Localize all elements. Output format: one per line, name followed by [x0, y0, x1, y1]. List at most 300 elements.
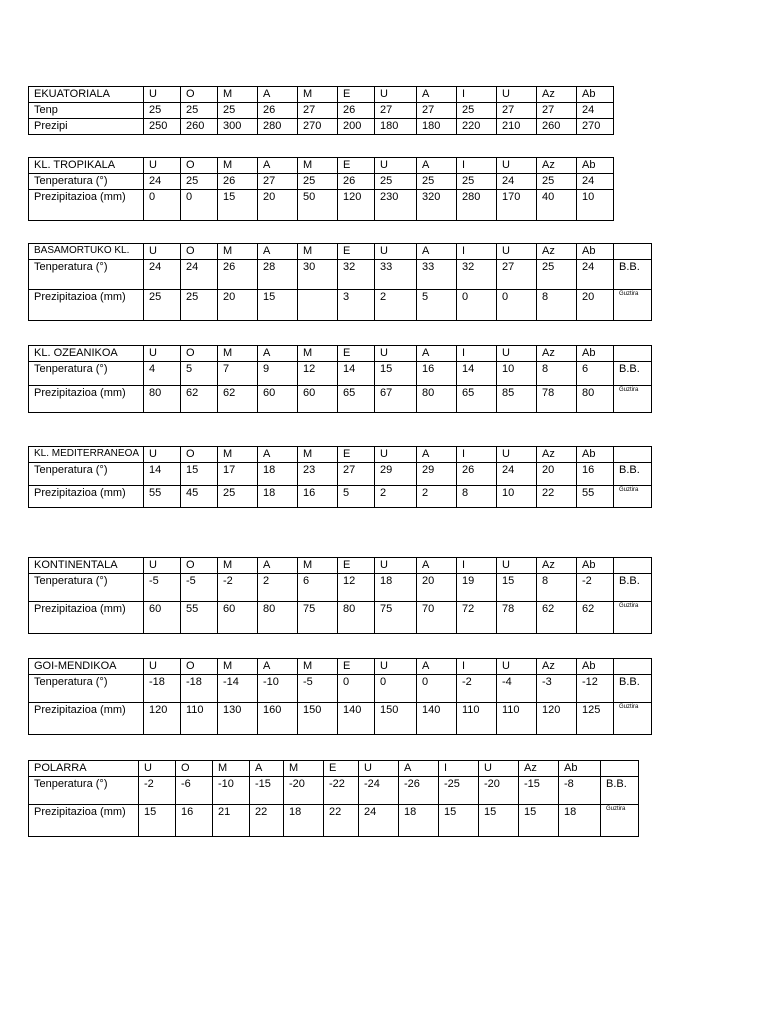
data-cell: 140 — [417, 703, 457, 735]
data-cell: 80 — [258, 602, 298, 634]
data-cell: 300 — [218, 119, 258, 135]
data-cell: 10 — [497, 486, 537, 508]
data-cell: 200 — [338, 119, 375, 135]
row-label: Tenperatura (°) — [29, 777, 139, 805]
data-cell: 15 — [439, 805, 479, 837]
month-header: O — [181, 659, 218, 675]
climate-table — [28, 86, 614, 135]
annual-total-cell — [614, 290, 652, 321]
data-cell: 15 — [181, 463, 218, 486]
table-header-row — [29, 659, 652, 675]
extra-header-cell — [614, 447, 652, 463]
data-cell: 20 — [218, 290, 258, 321]
row-label: Prezipi — [29, 119, 144, 135]
data-cell: 25 — [181, 290, 218, 321]
data-cell: 17 — [218, 463, 258, 486]
data-cell: 20 — [417, 574, 457, 602]
data-cell: 18 — [559, 805, 601, 837]
extra-header-cell — [601, 761, 639, 777]
data-cell: 22 — [324, 805, 359, 837]
table-row — [29, 574, 652, 602]
data-cell: 15 — [479, 805, 519, 837]
month-header: U — [375, 447, 417, 463]
month-header: Ab — [577, 87, 614, 103]
annual-average-label: B.B. — [619, 676, 640, 688]
data-cell: 28 — [258, 260, 298, 290]
month-header: A — [258, 158, 298, 174]
data-cell: 7 — [218, 362, 258, 386]
row-label: Tenperatura (°) — [29, 574, 144, 602]
data-cell: 16 — [577, 463, 614, 486]
table-row — [29, 675, 652, 703]
month-header: U — [497, 158, 537, 174]
data-cell: 25 — [457, 174, 497, 190]
data-cell: 25 — [181, 174, 218, 190]
month-header: U — [144, 659, 181, 675]
data-cell: 5 — [338, 486, 375, 508]
month-header: I — [457, 346, 497, 362]
data-cell: 26 — [338, 174, 375, 190]
data-cell: 24 — [359, 805, 399, 837]
data-cell: 55 — [577, 486, 614, 508]
data-cell: 24 — [144, 174, 181, 190]
data-cell: 2 — [375, 486, 417, 508]
annual-average-cell — [614, 675, 652, 703]
row-label: Prezipitazioa (mm) — [29, 190, 144, 221]
data-cell: 2 — [375, 290, 417, 321]
month-header: U — [497, 659, 537, 675]
month-header: Ab — [559, 761, 601, 777]
month-header: U — [144, 346, 181, 362]
month-header: A — [250, 761, 284, 777]
data-cell: 0 — [375, 675, 417, 703]
month-header: A — [258, 659, 298, 675]
data-cell: -6 — [176, 777, 213, 805]
data-cell: 110 — [497, 703, 537, 735]
data-cell: 27 — [258, 174, 298, 190]
month-header: U — [144, 558, 181, 574]
data-cell: 8 — [537, 574, 577, 602]
month-header: O — [181, 346, 218, 362]
data-cell: 60 — [298, 386, 338, 413]
month-header: I — [457, 87, 497, 103]
data-cell: 150 — [375, 703, 417, 735]
annual-average-label: B.B. — [606, 778, 627, 790]
data-cell: 14 — [457, 362, 497, 386]
data-cell: -2 — [218, 574, 258, 602]
data-cell: 24 — [577, 260, 614, 290]
data-cell: 25 — [218, 486, 258, 508]
month-header: U — [497, 244, 537, 260]
row-label: Tenp — [29, 103, 144, 119]
data-cell: 5 — [181, 362, 218, 386]
month-header: U — [375, 87, 417, 103]
data-cell: -10 — [258, 675, 298, 703]
data-cell: 18 — [258, 463, 298, 486]
data-cell: -2 — [457, 675, 497, 703]
data-cell: 26 — [218, 260, 258, 290]
month-header: Ab — [577, 244, 614, 260]
month-header: M — [218, 158, 258, 174]
data-cell: 65 — [338, 386, 375, 413]
month-header: A — [417, 158, 457, 174]
month-header: U — [144, 158, 181, 174]
table-row — [29, 362, 652, 386]
annual-total-cell — [614, 486, 652, 508]
data-cell: 26 — [258, 103, 298, 119]
table-header-row — [29, 244, 652, 260]
table-row — [29, 486, 652, 508]
month-header: I — [457, 558, 497, 574]
data-cell: 25 — [218, 103, 258, 119]
month-header: A — [258, 87, 298, 103]
month-header: A — [417, 558, 457, 574]
row-label: Prezipitazioa (mm) — [29, 602, 144, 634]
month-header: U — [375, 659, 417, 675]
data-cell: 55 — [181, 602, 218, 634]
month-header: U — [359, 761, 399, 777]
month-header: Az — [537, 558, 577, 574]
month-header: E — [338, 659, 375, 675]
data-cell: -26 — [399, 777, 439, 805]
data-cell: -18 — [144, 675, 181, 703]
table-title: KL. OZEANIKOA — [29, 346, 144, 362]
extra-header-cell — [614, 659, 652, 675]
data-cell: 15 — [258, 290, 298, 321]
month-header: A — [417, 346, 457, 362]
data-cell: 6 — [577, 362, 614, 386]
table-title: EKUATORIALA — [29, 87, 144, 103]
month-header: U — [375, 558, 417, 574]
data-cell: 27 — [375, 103, 417, 119]
month-header: M — [298, 244, 338, 260]
data-cell: 60 — [218, 602, 258, 634]
data-cell: 270 — [577, 119, 614, 135]
month-header: M — [218, 87, 258, 103]
data-cell: 3 — [338, 290, 375, 321]
month-header: Ab — [577, 659, 614, 675]
annual-average-cell — [614, 260, 652, 290]
month-header: Ab — [577, 558, 614, 574]
data-cell: 260 — [537, 119, 577, 135]
data-cell: 32 — [338, 260, 375, 290]
data-cell: 25 — [537, 174, 577, 190]
data-cell: 32 — [457, 260, 497, 290]
table-header-row — [29, 87, 614, 103]
data-cell: 15 — [497, 574, 537, 602]
data-cell: 24 — [577, 103, 614, 119]
annual-average-label: B.B. — [619, 575, 640, 587]
data-cell: 10 — [577, 190, 614, 221]
data-cell: -24 — [359, 777, 399, 805]
data-cell: -4 — [497, 675, 537, 703]
data-cell: 250 — [144, 119, 181, 135]
month-header: M — [298, 558, 338, 574]
annual-average-cell — [614, 362, 652, 386]
table-row — [29, 260, 652, 290]
data-cell: 23 — [298, 463, 338, 486]
month-header: U — [479, 761, 519, 777]
data-cell: 110 — [181, 703, 218, 735]
month-header: M — [218, 447, 258, 463]
data-cell: 30 — [298, 260, 338, 290]
annual-average-cell — [614, 463, 652, 486]
data-cell: 5 — [417, 290, 457, 321]
table-row — [29, 290, 652, 321]
month-header: E — [338, 558, 375, 574]
month-header: M — [298, 158, 338, 174]
month-header: U — [497, 346, 537, 362]
month-header: Ab — [577, 447, 614, 463]
table-title: GOI-MENDIKOA — [29, 659, 144, 675]
data-cell: -10 — [213, 777, 250, 805]
data-cell: 80 — [577, 386, 614, 413]
table-title: POLARRA — [29, 761, 139, 777]
annual-total-cell — [614, 703, 652, 735]
data-cell: 0 — [338, 675, 375, 703]
data-cell: 27 — [338, 463, 375, 486]
table-row — [29, 703, 652, 735]
data-cell: 280 — [258, 119, 298, 135]
table-row — [29, 190, 614, 221]
month-header: M — [298, 87, 338, 103]
month-header: E — [338, 158, 375, 174]
data-cell: 120 — [144, 703, 181, 735]
data-cell: 18 — [375, 574, 417, 602]
data-cell: 0 — [417, 675, 457, 703]
data-cell: 15 — [519, 805, 559, 837]
data-cell: 78 — [497, 602, 537, 634]
data-cell: 25 — [144, 290, 181, 321]
data-cell: 70 — [417, 602, 457, 634]
data-cell: -25 — [439, 777, 479, 805]
month-header: A — [258, 244, 298, 260]
data-cell: -5 — [144, 574, 181, 602]
table-title: KONTINENTALA — [29, 558, 144, 574]
month-header: A — [417, 447, 457, 463]
row-label: Tenperatura (°) — [29, 260, 144, 290]
data-cell: 210 — [497, 119, 537, 135]
data-cell: -2 — [139, 777, 176, 805]
month-header: Az — [537, 346, 577, 362]
month-header: E — [338, 244, 375, 260]
data-cell: 75 — [298, 602, 338, 634]
month-header: Az — [537, 158, 577, 174]
data-cell: 12 — [298, 362, 338, 386]
data-cell: 27 — [497, 260, 537, 290]
extra-header-cell — [614, 558, 652, 574]
month-header: U — [375, 346, 417, 362]
data-cell: 16 — [417, 362, 457, 386]
data-cell: 26 — [457, 463, 497, 486]
month-header: I — [457, 447, 497, 463]
month-header: M — [213, 761, 250, 777]
data-cell: 140 — [338, 703, 375, 735]
annual-average-label: B.B. — [619, 363, 640, 375]
data-cell: 0 — [181, 190, 218, 221]
data-cell: 62 — [181, 386, 218, 413]
data-cell: 62 — [537, 602, 577, 634]
data-cell: -20 — [284, 777, 324, 805]
table-title: KL. TROPIKALA — [29, 158, 144, 174]
climate-table — [28, 243, 652, 321]
data-cell: 24 — [497, 463, 537, 486]
data-cell: -18 — [181, 675, 218, 703]
data-cell: 80 — [338, 602, 375, 634]
data-cell: -22 — [324, 777, 359, 805]
data-cell: 320 — [417, 190, 457, 221]
month-header: O — [181, 158, 218, 174]
data-cell: 20 — [258, 190, 298, 221]
month-header: U — [144, 87, 181, 103]
table-title: KL. MEDITERRANEOA — [29, 447, 144, 463]
data-cell: 75 — [375, 602, 417, 634]
month-header: Az — [537, 659, 577, 675]
data-cell: 125 — [577, 703, 614, 735]
data-cell: -12 — [577, 675, 614, 703]
month-header: Az — [537, 87, 577, 103]
month-header: E — [338, 447, 375, 463]
data-cell: -3 — [537, 675, 577, 703]
month-header: M — [218, 244, 258, 260]
month-header: Az — [537, 244, 577, 260]
climate-table — [28, 446, 652, 508]
data-cell: -15 — [519, 777, 559, 805]
month-header: O — [181, 447, 218, 463]
month-header: A — [399, 761, 439, 777]
data-cell: 27 — [537, 103, 577, 119]
data-cell: 14 — [144, 463, 181, 486]
annual-total-cell — [614, 602, 652, 634]
month-header: Az — [519, 761, 559, 777]
data-cell: 22 — [250, 805, 284, 837]
data-cell: 16 — [176, 805, 213, 837]
data-cell: -15 — [250, 777, 284, 805]
data-cell: 25 — [457, 103, 497, 119]
data-cell: 260 — [181, 119, 218, 135]
data-cell: 60 — [144, 602, 181, 634]
data-cell: 78 — [537, 386, 577, 413]
annual-total-label: Guztira — [619, 387, 639, 393]
row-label: Tenperatura (°) — [29, 174, 144, 190]
table-row — [29, 777, 639, 805]
data-cell: -8 — [559, 777, 601, 805]
data-cell: 27 — [298, 103, 338, 119]
data-cell: 45 — [181, 486, 218, 508]
row-label: Prezipitazioa (mm) — [29, 486, 144, 508]
data-cell: -14 — [218, 675, 258, 703]
data-cell: 72 — [457, 602, 497, 634]
data-cell: 120 — [537, 703, 577, 735]
table-row — [29, 805, 639, 837]
data-cell: 26 — [218, 174, 258, 190]
data-cell: 27 — [417, 103, 457, 119]
table-row — [29, 119, 614, 135]
month-header: U — [139, 761, 176, 777]
climate-table — [28, 345, 652, 413]
data-cell: 19 — [457, 574, 497, 602]
data-cell: -20 — [479, 777, 519, 805]
month-header: E — [338, 87, 375, 103]
data-cell — [298, 290, 338, 321]
data-cell: 24 — [577, 174, 614, 190]
month-header: M — [298, 447, 338, 463]
data-cell: 62 — [577, 602, 614, 634]
row-label: Prezipitazioa (mm) — [29, 386, 144, 413]
data-cell: 230 — [375, 190, 417, 221]
data-cell: 0 — [144, 190, 181, 221]
data-cell: 110 — [457, 703, 497, 735]
month-header: M — [218, 659, 258, 675]
data-cell: 18 — [399, 805, 439, 837]
data-cell: 25 — [144, 103, 181, 119]
data-cell: 6 — [298, 574, 338, 602]
table-row — [29, 174, 614, 190]
data-cell: 25 — [298, 174, 338, 190]
month-header: A — [417, 659, 457, 675]
month-header: Az — [537, 447, 577, 463]
data-cell: 29 — [417, 463, 457, 486]
month-header: M — [298, 346, 338, 362]
table-row — [29, 103, 614, 119]
data-cell: 20 — [577, 290, 614, 321]
data-cell: 160 — [258, 703, 298, 735]
data-cell: 20 — [537, 463, 577, 486]
data-cell: 24 — [497, 174, 537, 190]
table-header-row — [29, 447, 652, 463]
data-cell: 62 — [218, 386, 258, 413]
month-header: A — [417, 244, 457, 260]
month-header: A — [258, 558, 298, 574]
data-cell: 18 — [284, 805, 324, 837]
month-header: I — [457, 244, 497, 260]
month-header: M — [298, 659, 338, 675]
month-header: M — [218, 346, 258, 362]
data-cell: 80 — [417, 386, 457, 413]
data-cell: 0 — [457, 290, 497, 321]
data-cell: 12 — [338, 574, 375, 602]
table-header-row — [29, 761, 639, 777]
data-cell: 180 — [417, 119, 457, 135]
row-label: Prezipitazioa (mm) — [29, 703, 144, 735]
month-header: U — [497, 87, 537, 103]
month-header: Ab — [577, 346, 614, 362]
annual-total-label: Guztira — [619, 291, 639, 297]
data-cell: 67 — [375, 386, 417, 413]
month-header: M — [284, 761, 324, 777]
annual-total-label: Guztira — [619, 487, 639, 493]
month-header: O — [181, 244, 218, 260]
annual-average-label: B.B. — [619, 464, 640, 476]
data-cell: 27 — [497, 103, 537, 119]
data-cell: 25 — [181, 103, 218, 119]
month-header: U — [497, 558, 537, 574]
row-label: Tenperatura (°) — [29, 675, 144, 703]
data-cell: 50 — [298, 190, 338, 221]
data-cell: 4 — [144, 362, 181, 386]
month-header: O — [176, 761, 213, 777]
climate-table — [28, 760, 639, 837]
data-cell: 25 — [537, 260, 577, 290]
data-cell: -5 — [181, 574, 218, 602]
data-cell: 270 — [298, 119, 338, 135]
month-header: U — [144, 244, 181, 260]
data-cell: 25 — [375, 174, 417, 190]
data-cell: 280 — [457, 190, 497, 221]
month-header: U — [497, 447, 537, 463]
month-header: I — [457, 158, 497, 174]
annual-total-cell — [614, 386, 652, 413]
